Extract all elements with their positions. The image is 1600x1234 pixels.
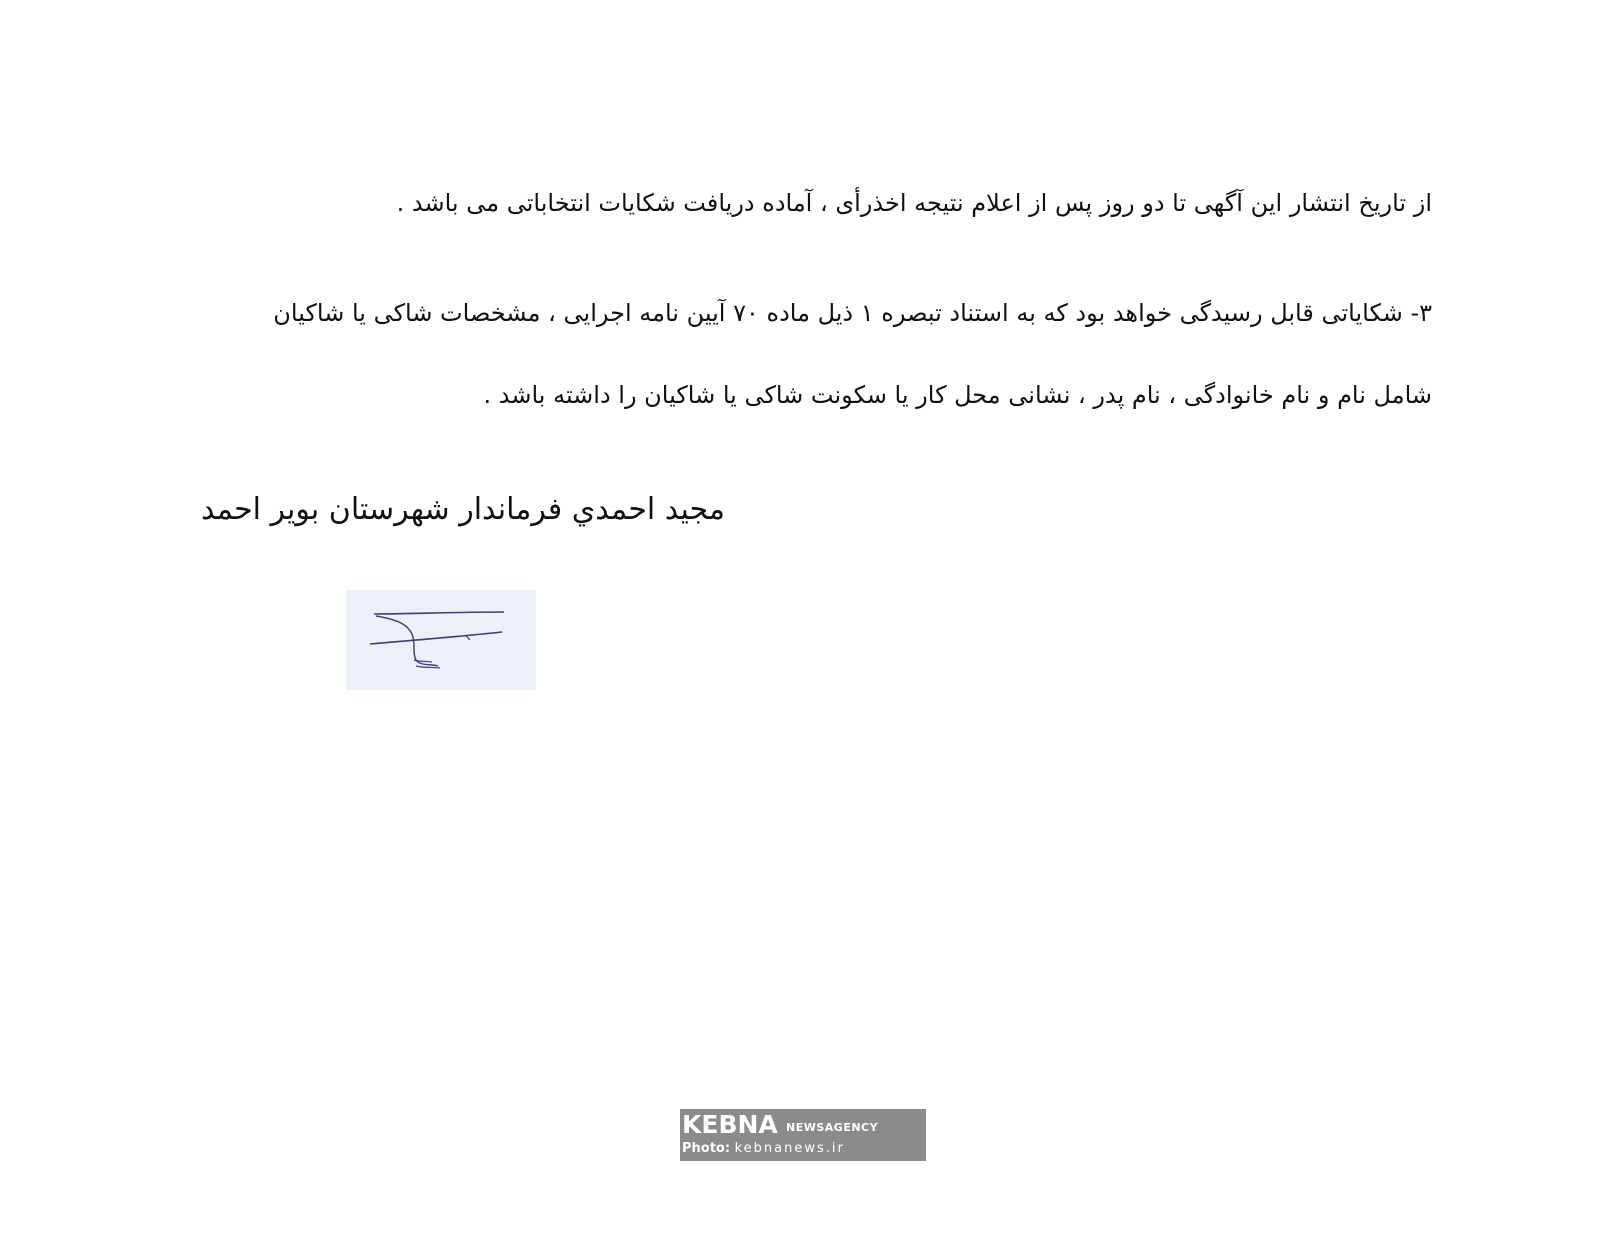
paragraph-line-2: ۳- شکایاتی قابل رسیدگی خواهد بود که به استناد تبصره ۱ ذیل ماده ۷۰ آیین نامه اجرایی ، مشخصات شاکی یا شاکیان [273, 299, 1432, 327]
watermark-url: kebnanews.ir [734, 1141, 845, 1156]
watermark-subtitle: NEWSAGENCY [786, 1121, 879, 1134]
kebna-watermark [680, 1109, 926, 1161]
signature-stroke-icon [346, 590, 536, 690]
watermark-photo-credit [682, 1141, 845, 1157]
paragraph-line-3: شامل نام و نام خانوادگی ، نام پدر ، نشانی محل کار یا سکونت شاکی یا شاکیان را داشته باشد . [483, 381, 1432, 409]
watermark-brand: KEBNA [682, 1110, 778, 1139]
watermark-photo-label: Photo: [682, 1141, 731, 1156]
handwritten-signature [346, 590, 536, 690]
paragraph-line-1: از تاریخ انتشار این آگهی تا دو روز پس از اعلام نتیجه اخذرأی ، آماده دریافت شکایات انتخاباتی می باشد . [396, 189, 1432, 217]
signatory-name: مجيد احمدي فرماندار شهرستان بوير احمد [201, 492, 725, 527]
